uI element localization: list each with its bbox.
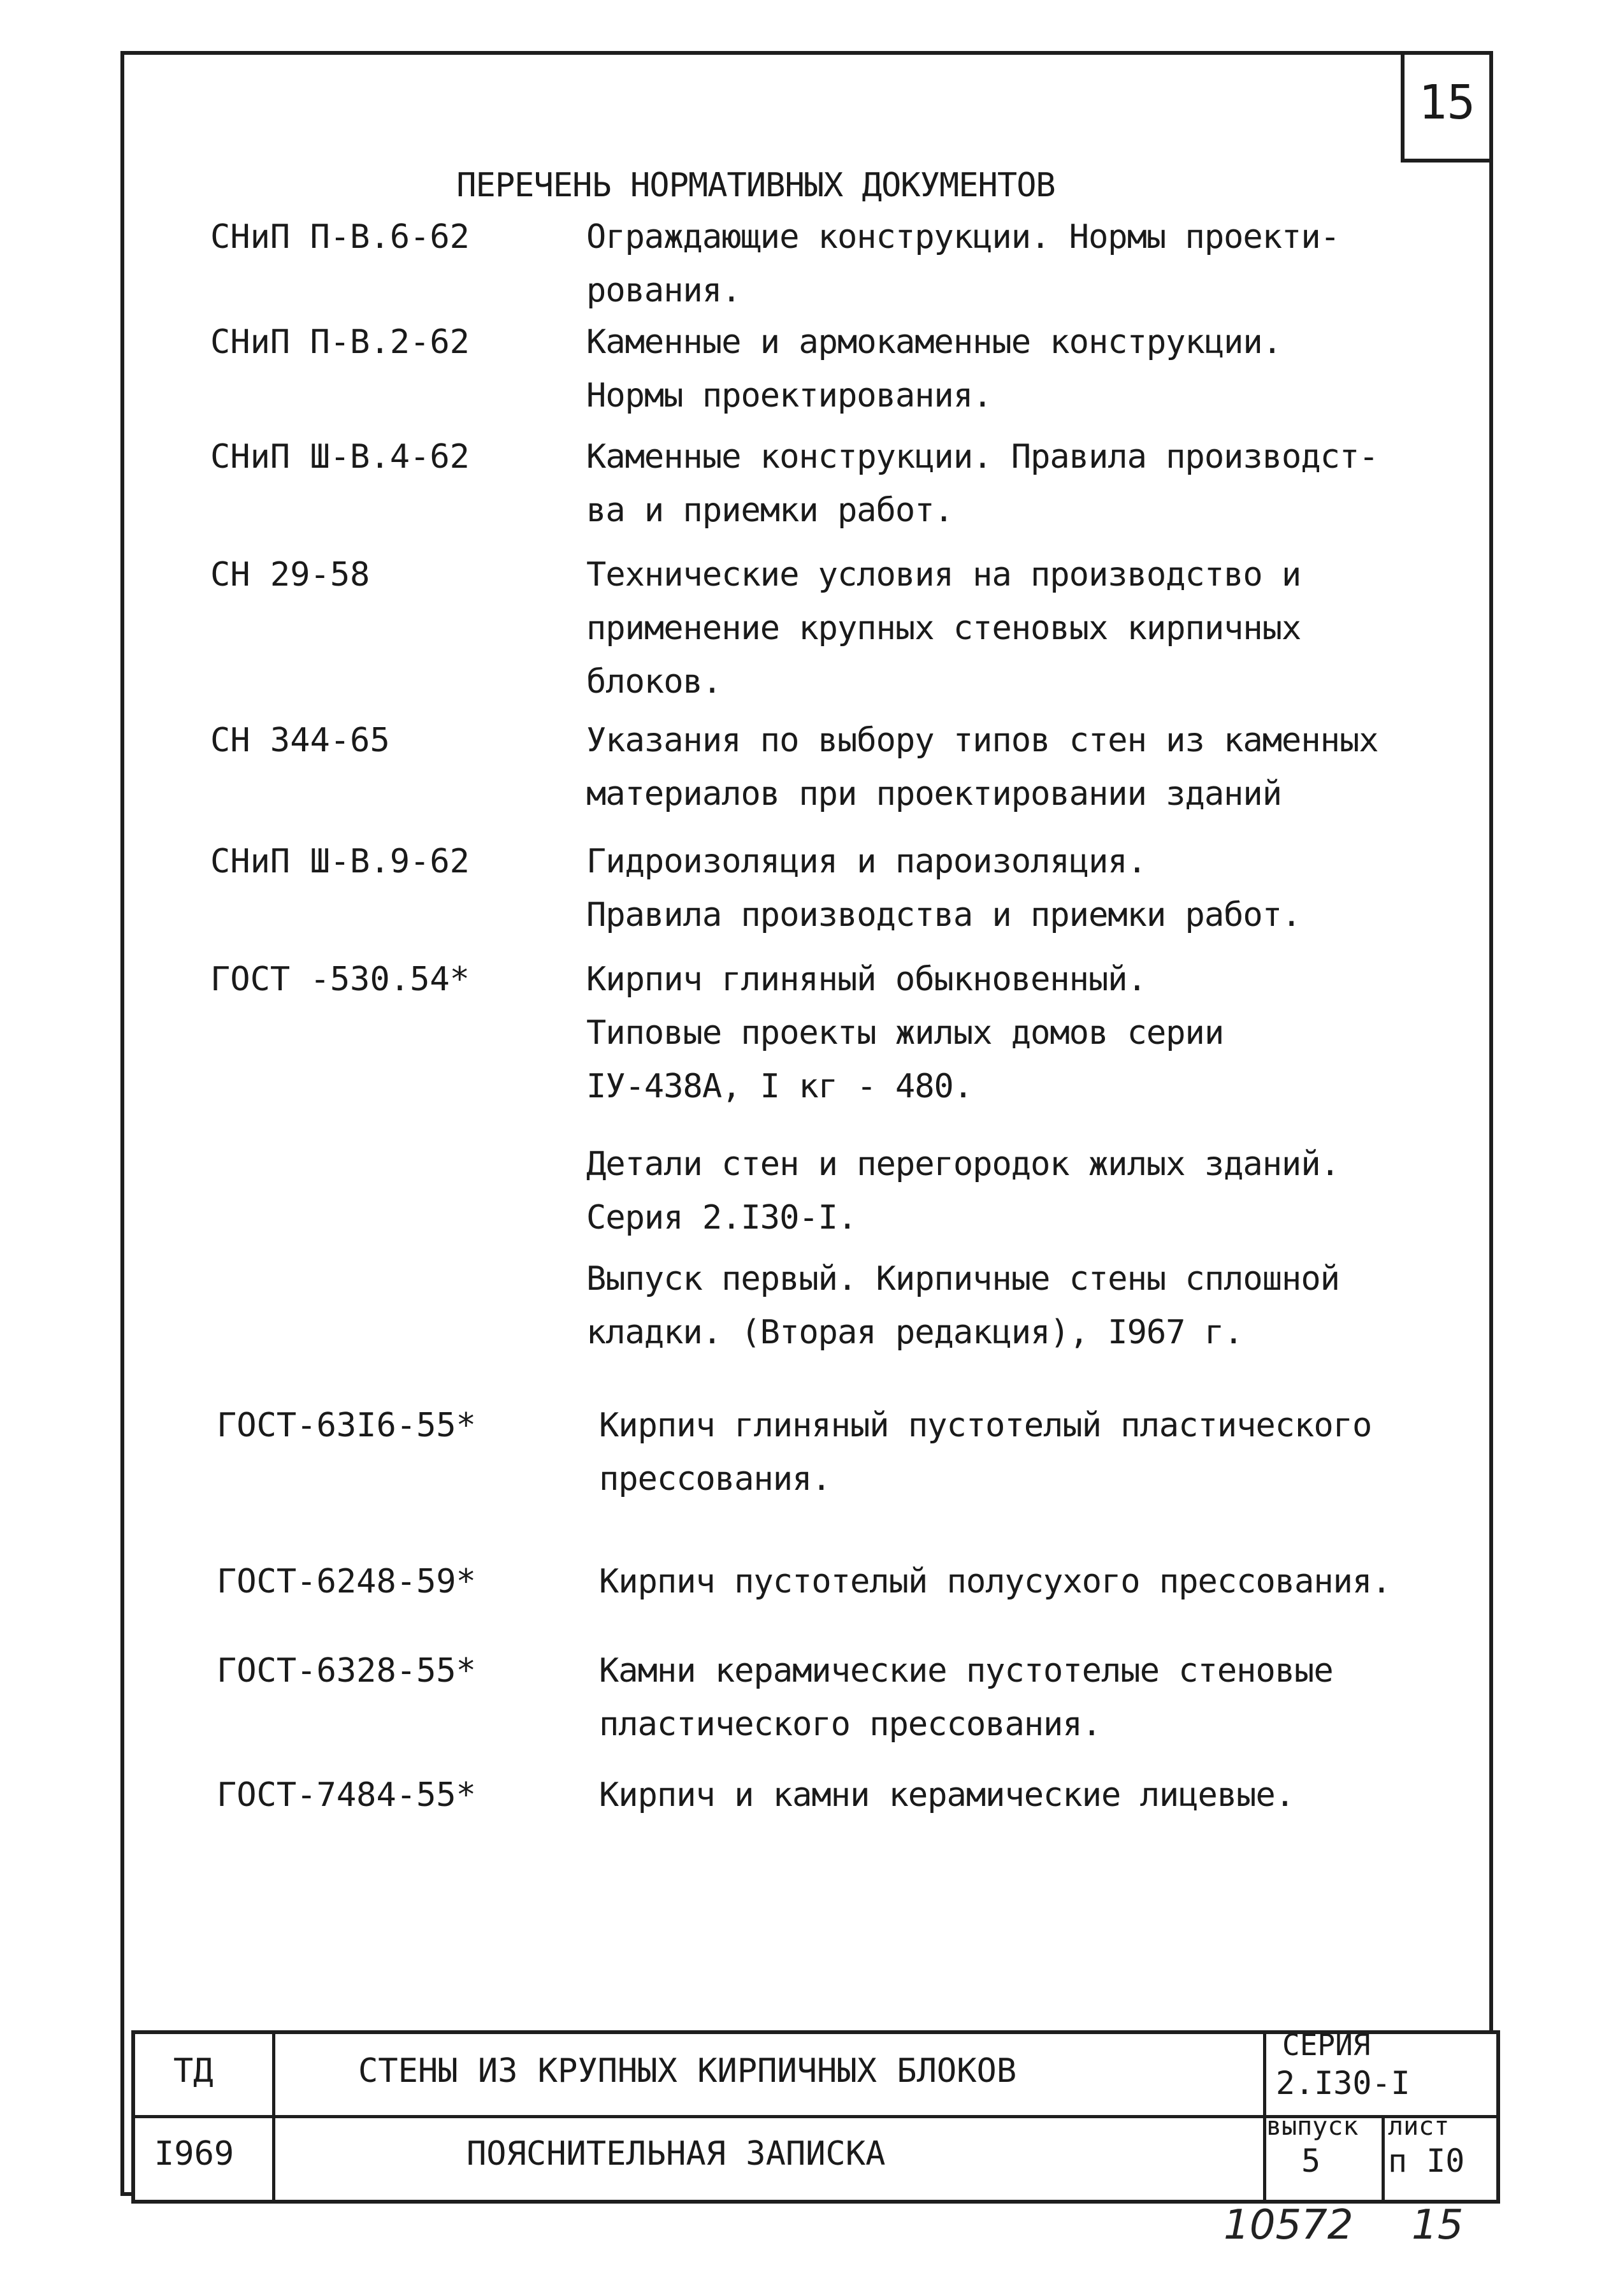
description-line: Кирпич глиняный обыкновенный.	[586, 960, 1146, 999]
document-code: СН 29-58	[210, 556, 370, 594]
document-description	[586, 1137, 1466, 1245]
description-line: Кирпич пустотелый полусухого прессования.	[599, 1563, 1391, 1601]
description-line: Кирпич глиняный пустотелый пластического	[599, 1406, 1372, 1445]
year: I969	[154, 2135, 235, 2173]
description-line: Выпуск первый. Кирпичные стены сплошной	[586, 1260, 1340, 1298]
document-type: ПОЯСНИТЕЛЬНАЯ ЗАПИСКА	[466, 2135, 886, 2173]
description-line: материалов при проектировании зданий	[586, 775, 1282, 813]
document-description	[599, 1768, 1478, 1822]
description-line: пластического прессования.	[599, 1705, 1101, 1744]
document-code: ГОСТ-6248-59*	[217, 1563, 476, 1601]
description-line: Технические условия на производство и	[586, 556, 1301, 594]
title-block-divider	[272, 2034, 275, 2200]
document-description	[586, 714, 1466, 821]
title-block-divider	[1382, 2115, 1385, 2203]
description-line: Детали стен и перегородок жилых зданий.	[586, 1145, 1340, 1183]
document-code: ГОСТ-7484-55*	[217, 1776, 476, 1814]
page-title: ПЕРЕЧЕНЬ НОРМАТИВНЫХ ДОКУМЕНТОВ	[456, 166, 1055, 205]
document-code: ГОСТ-63I6-55*	[217, 1406, 476, 1445]
description-line: прессования.	[599, 1460, 831, 1498]
title-block	[131, 2030, 1500, 2204]
description-line: Ограждающие конструкции. Нормы проекти-	[586, 218, 1340, 256]
description-line: Каменные и армокаменные конструкции.	[586, 323, 1282, 361]
description-line: Типовые проекты жилых домов серии	[586, 1014, 1224, 1052]
document-description	[586, 835, 1466, 942]
page-number-box	[1401, 51, 1493, 162]
document-code: СН 344-65	[210, 721, 390, 760]
series-value: 2.I30-I	[1276, 2065, 1410, 2102]
org-code: ТД	[173, 2052, 213, 2090]
description-line: рования.	[586, 271, 741, 310]
description-line: применение крупных стеновых кирпичных	[586, 609, 1301, 647]
description-line: Камни керамические пустотелые стеновые	[599, 1652, 1333, 1690]
series-label: СЕРИЯ	[1282, 2028, 1371, 2062]
description-line: Каменные конструкции. Правила производст-	[586, 438, 1378, 476]
sheet-value: п I0	[1388, 2142, 1465, 2179]
document-description	[586, 315, 1466, 422]
description-line: Гидроизоляция и пароизоляция.	[586, 842, 1146, 881]
document-code: СНиП П-В.6-62	[210, 218, 470, 256]
document-description	[586, 210, 1466, 317]
sheet-label: лист	[1388, 2112, 1450, 2141]
description-line: блоков.	[586, 663, 722, 701]
description-line: Указания по выбору типов стен из каменных	[586, 721, 1378, 760]
description-line: кладки. (Вторая редакция), I967 г.	[586, 1313, 1243, 1352]
document-code: ГОСТ -530.54*	[210, 960, 470, 999]
document-code: СНиП Ш-В.9-62	[210, 842, 470, 881]
description-line: IУ-438А, I кг - 480.	[586, 1067, 973, 1106]
document-code: СНиП Ш-В.4-62	[210, 438, 470, 476]
handwritten-page-number: 15	[1412, 2202, 1464, 2249]
issue-label: выпуск	[1266, 2112, 1359, 2141]
description-line: Серия 2.I30-I.	[586, 1199, 857, 1237]
page-number: 15	[1418, 75, 1476, 130]
document-description	[586, 953, 1466, 1113]
document-code: ГОСТ-6328-55*	[217, 1652, 476, 1690]
document-description	[599, 1644, 1478, 1751]
document-description	[586, 430, 1466, 537]
document-description	[599, 1555, 1478, 1608]
description-line: Правила производства и приемки работ.	[586, 896, 1301, 934]
description-line: Кирпич и камни керамические лицевые.	[599, 1776, 1295, 1814]
document-description	[586, 548, 1466, 709]
handwritten-archive-number: 10572	[1224, 2202, 1354, 2249]
description-line: ва и приемки работ.	[586, 491, 953, 530]
description-line: Нормы проектирования.	[586, 377, 992, 415]
document-description	[599, 1399, 1478, 1506]
drawing-name: СТЕНЫ ИЗ КРУПНЫХ КИРПИЧНЫХ БЛОКОВ	[358, 2052, 1017, 2090]
issue-value: 5	[1301, 2142, 1321, 2179]
document-description	[586, 1252, 1466, 1359]
document-code: СНиП П-В.2-62	[210, 323, 470, 361]
